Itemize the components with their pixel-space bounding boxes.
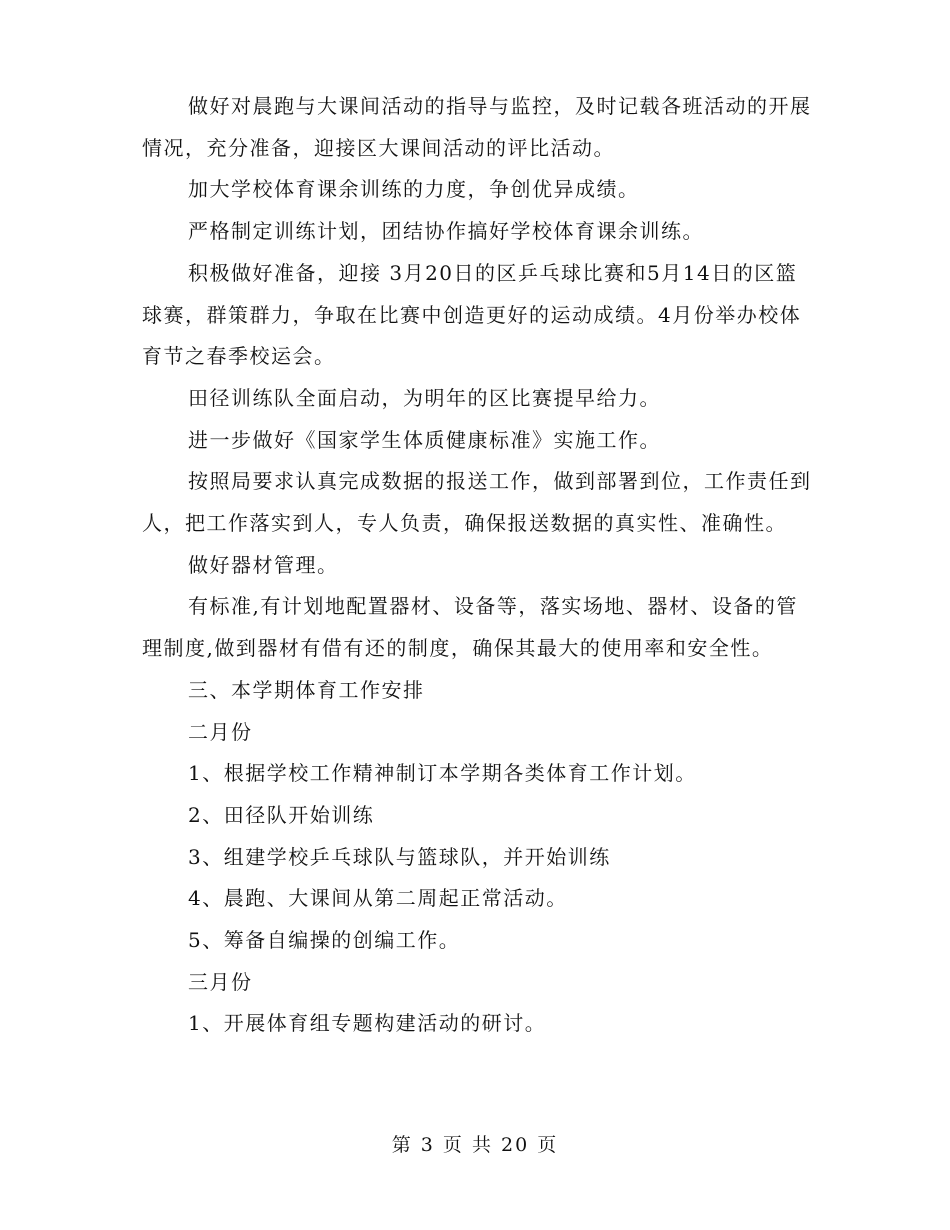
list-item-feb-2: 2、田径队开始训练 [188,802,375,827]
document-body [142,86,812,1045]
paragraph-morning-run-supervision: 做好对晨跑与大课间活动的指导与监控，及时记载各班活动的开展情况，充分准备，迎接区大课间活动的评比活动。 [142,94,812,160]
section-heading-semester-plan: 三、本学期体育工作安排 [188,677,425,702]
paragraph-equipment-rules: 有标准,有计划地配置器材、设备等，落实场地、器材、设备的管理制度,做到器材有借有还的制度，确保其最大的使用率和安全性。 [142,594,798,661]
paragraph-extracurricular-training: 加大学校体育课余训练的力度，争创优异成绩。 [188,177,640,202]
paragraph-training-plan: 严格制定训练计划，团结协作搞好学校体育课余训练。 [188,219,704,244]
paragraph-health-standard: 进一步做好《国家学生体质健康标准》实施工作。 [188,427,661,452]
list-item-feb-5: 5、筹备自编操的创编工作。 [188,928,461,953]
list-item-feb-3: 3、组建学校乒乓球队与篮球队，并开始训练 [188,844,611,869]
list-item-mar-1: 1、开展体育组专题构建活动的研讨。 [188,1011,547,1036]
page-number-footer: 第 3 页 共 20 页 [391,1134,559,1156]
month-heading-february: 二月份 [188,719,253,744]
paragraph-data-reporting: 按照局要求认真完成数据的报送工作，做到部署到位，工作责任到人，把工作落实到人，专人负责，确保报送数据的真实性、准确性。 [142,469,812,536]
paragraph-equipment-management: 做好器材管理。 [188,552,339,577]
list-item-feb-4: 4、晨跑、大课间从第二周起正常活动。 [188,886,568,911]
paragraph-competition-prep: 积极做好准备，迎接 3月20日的区乒乓球比赛和5月14日的区篮球赛，群策群力，争取在比赛中创造更好的运动成绩。4月份举办校体育节之春季校运会。 [142,260,802,369]
month-heading-march: 三月份 [188,969,253,994]
paragraph-track-team: 田径训练队全面启动，为明年的区比赛提早给力。 [188,385,661,410]
list-item-feb-1: 1、根据学校工作精神制订本学期各类体育工作计划。 [188,761,697,786]
